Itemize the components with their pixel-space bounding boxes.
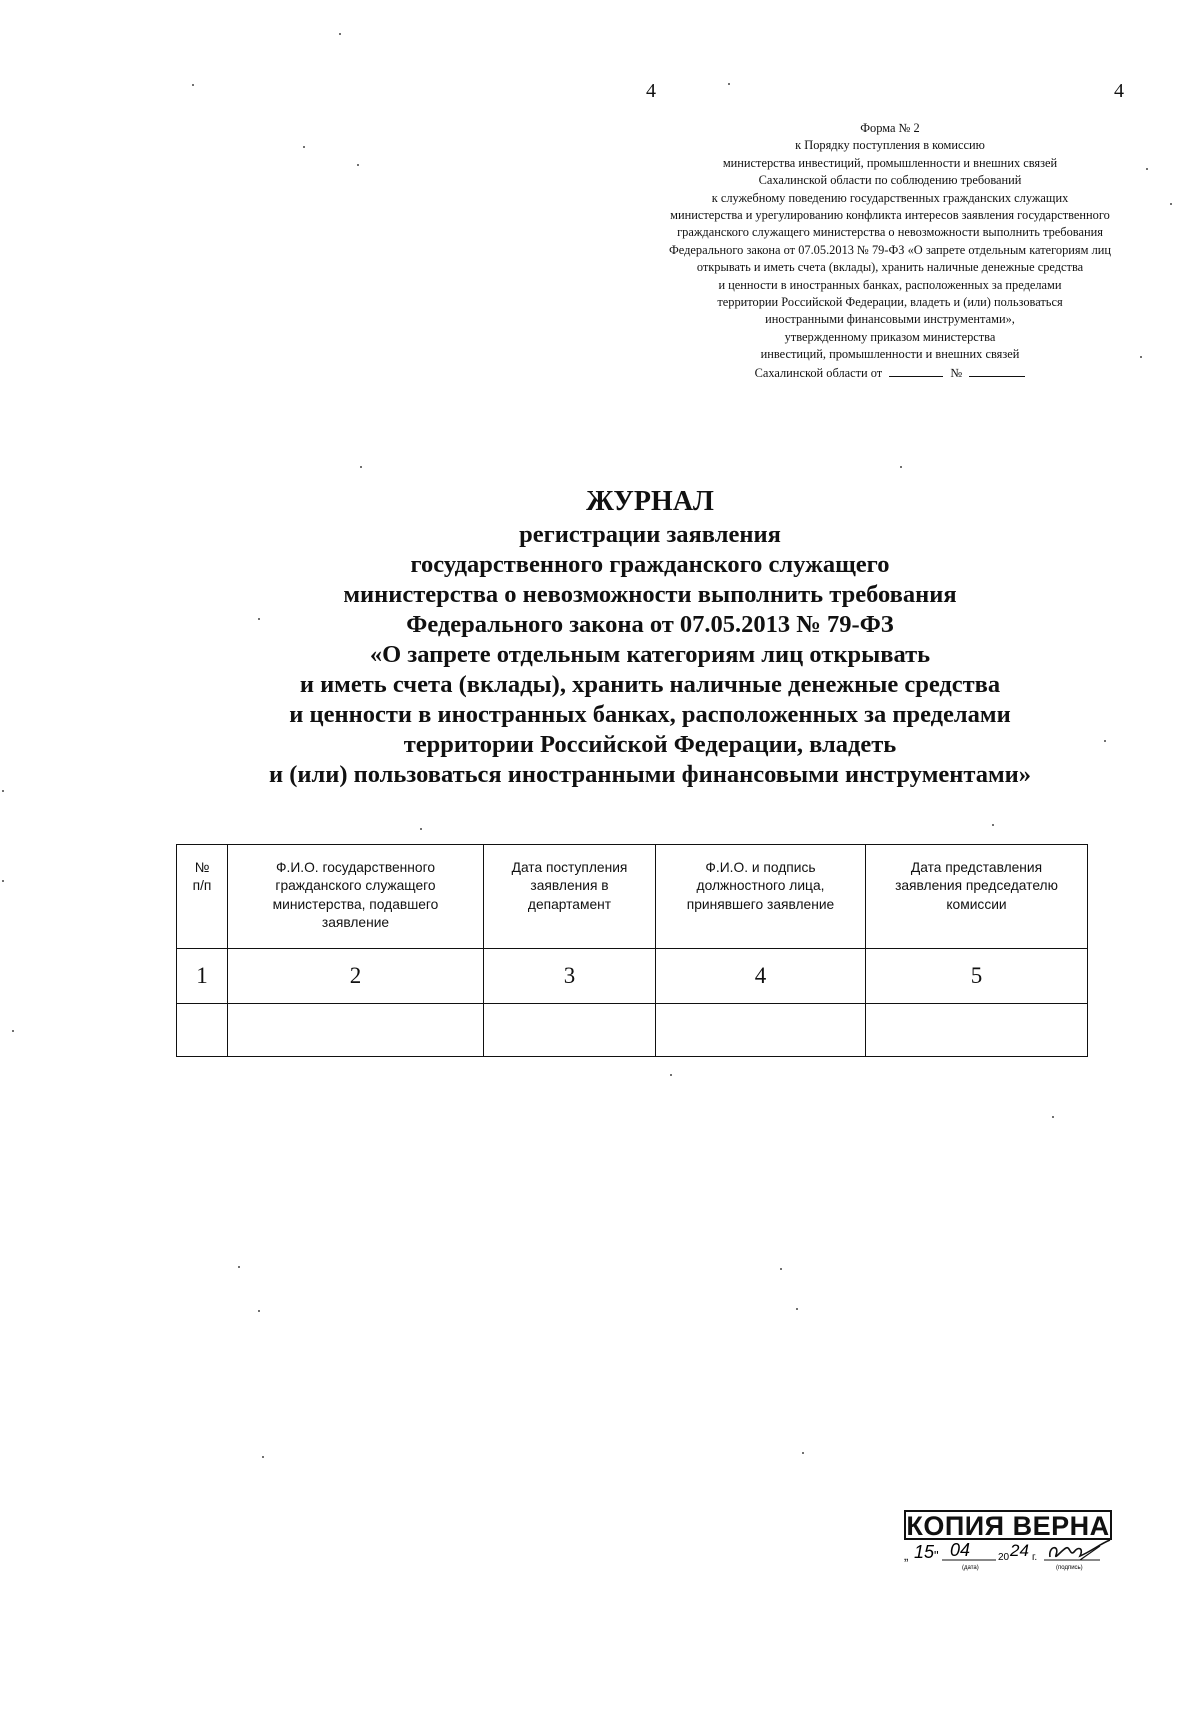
table-cell-empty [656, 1004, 866, 1057]
table-cell-empty [866, 1004, 1088, 1057]
form-header-number-sign: № [950, 365, 963, 380]
form-header-line: к Порядку поступления в комиссию [795, 138, 985, 153]
scan-speck [802, 1452, 804, 1454]
header-cell-receipt-date: Дата поступления заявления в департамент [484, 845, 656, 949]
form-header-date-line [590, 364, 1190, 382]
scan-speck [303, 146, 305, 148]
scan-speck [1170, 203, 1172, 205]
title-line: регистрации заявления [519, 521, 781, 548]
scan-speck [1052, 1116, 1054, 1118]
stamp-year-suffix-char: г. [1032, 1552, 1038, 1563]
scan-speck [258, 1310, 260, 1312]
table-cell-empty [484, 1004, 656, 1057]
stamp-year-suffix: 24 [1010, 1541, 1029, 1560]
form-header-line: утвержденному приказом министерства [784, 329, 996, 344]
table-row [177, 1004, 1088, 1057]
header-cell-employee-name: Ф.И.О. государственного гражданского служащего министерства, подавшего заявление [228, 845, 484, 949]
scan-speck [2, 790, 4, 792]
scan-speck [1104, 740, 1106, 742]
table-column-number-row [177, 949, 1088, 1004]
scan-speck [992, 824, 994, 826]
scan-speck [780, 1268, 782, 1270]
stamp-caption-signature: (подпись) [1056, 1565, 1083, 1571]
scan-speck [262, 1456, 264, 1458]
stamp-year-prefix: 20 [998, 1552, 1010, 1563]
form-header-line: иностранными финансовыми инструментами», [765, 312, 1015, 327]
scan-speck [728, 83, 730, 85]
scan-speck [357, 164, 359, 166]
header-cell-submission-date: Дата представления заявления председателю комиссии [866, 845, 1088, 949]
handwritten-signature [1050, 1540, 1110, 1557]
header-cell-official-signature: Ф.И.О. и подпись должностного лица, принявшего заявление [656, 845, 866, 949]
form-header-line: министерства и урегулированию конфликта интересов заявления государственного [670, 208, 1110, 223]
scan-speck [796, 1308, 798, 1310]
certified-copy-stamp [904, 1510, 1116, 1574]
scan-speck [258, 618, 260, 620]
scan-speck [420, 828, 422, 830]
table-cell-empty [228, 1004, 484, 1057]
scan-speck [1146, 168, 1148, 170]
form-header-line: министерства инвестиций, промышленности и внешних связей [722, 155, 1058, 170]
title-heading: ЖУРНАЛ [586, 486, 714, 517]
form-header-line: Сахалинской области по соблюдению требований [758, 173, 1022, 188]
column-number-cell: 1 [177, 949, 228, 1004]
stamp-date-day: 15 [914, 1542, 935, 1562]
form-header-line: гражданского служащего министерства о невозможности выполнить требования [677, 225, 1103, 240]
signature-stroke [1080, 1546, 1100, 1560]
scan-speck [2, 880, 4, 882]
svg-text:„: „ [904, 1548, 909, 1563]
stamp-date-month: 04 [950, 1540, 971, 1560]
column-number-cell: 5 [866, 949, 1088, 1004]
scan-speck [12, 1030, 14, 1032]
page-number-left: 4 [646, 80, 656, 102]
form-header-line: Федерального закона от 07.05.2013 № 79-ФЗ «О запрете отдельным категориям лиц [668, 242, 1112, 257]
scan-speck [238, 1266, 240, 1268]
order-number-blank [969, 364, 1025, 377]
title-line: территории Российской Федерации, владеть [403, 731, 897, 758]
form-header-line: инвестиций, промышленности и внешних связей [760, 347, 1020, 362]
stamp-date-signature [904, 1538, 1116, 1574]
form-header-line: и ценности в иностранных банках, расположенных за пределами [718, 277, 1062, 292]
scan-speck [900, 466, 902, 468]
stamp-caption-date: (дата) [962, 1565, 979, 1571]
column-number-cell: 2 [228, 949, 484, 1004]
header-cell-number: № п/п [177, 845, 228, 949]
scan-speck [339, 33, 341, 35]
form-header [590, 120, 1190, 382]
form-header-date-prefix: Сахалинской области от [754, 365, 883, 380]
scan-speck [192, 84, 194, 86]
title-line: «О запрете отдельным категориям лиц открывать [369, 641, 931, 668]
svg-text:": " [934, 1548, 939, 1563]
scan-speck [360, 466, 362, 468]
title-line: и (или) пользоваться иностранными финансовыми инструментами» [268, 761, 1032, 788]
title-line: государственного гражданского служащего [410, 551, 890, 578]
column-number-cell: 3 [484, 949, 656, 1004]
order-date-blank [889, 364, 943, 377]
table-header-row [177, 845, 1088, 949]
form-header-line: Форма № 2 [860, 121, 920, 135]
form-header-line: к служебному поведению государственных гражданских служащих [711, 190, 1069, 205]
document-title [160, 484, 1140, 790]
stamp-title: КОПИЯ ВЕРНА [904, 1510, 1112, 1540]
scan-speck [670, 1074, 672, 1076]
form-header-line: открывать и иметь счета (вклады), хранить наличные денежные средства [696, 260, 1084, 275]
column-number-cell: 4 [656, 949, 866, 1004]
title-line: министерства о невозможности выполнить требования [343, 581, 957, 608]
title-line: и иметь счета (вклады), хранить наличные денежные средства [299, 671, 1001, 698]
scan-speck [1140, 356, 1142, 358]
journal-table [176, 844, 1088, 1057]
page-number-right: 4 [1114, 80, 1124, 102]
form-header-line: территории Российской Федерации, владеть и (или) пользоваться [717, 295, 1063, 310]
table-cell-empty [177, 1004, 228, 1057]
title-line: и ценности в иностранных банках, расположенных за пределами [289, 701, 1011, 728]
title-line: Федерального закона от 07.05.2013 № 79-ФЗ [406, 611, 894, 638]
